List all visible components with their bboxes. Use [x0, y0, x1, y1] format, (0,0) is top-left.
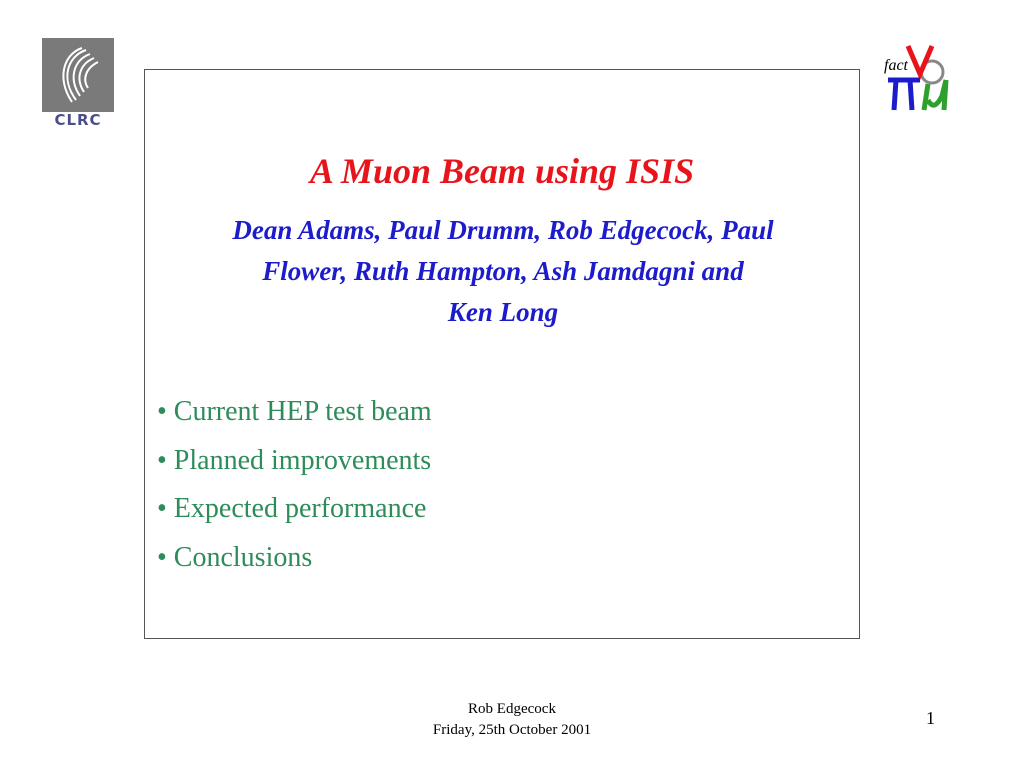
page-number: 1: [926, 708, 935, 728]
slide-footer: [0, 699, 1024, 741]
authors-line-3: Ken Long: [447, 297, 559, 327]
authors-block: [155, 210, 851, 333]
clrc-logo-text: CLRC: [54, 111, 102, 129]
footer-date: Friday, 25th October 2001: [432, 722, 592, 738]
bullet-item: • Conclusions: [157, 541, 313, 573]
clrc-logo: [42, 38, 114, 128]
slide-title: A Muon Beam using ISIS: [309, 151, 695, 191]
bullet-list: [157, 388, 432, 582]
footer-author: Rob Edgecock: [468, 701, 556, 717]
bullet-item: • Current HEP test beam: [157, 396, 432, 427]
slide-content-frame: [144, 69, 860, 639]
bullet-item: • Planned improvements: [157, 444, 432, 476]
clrc-logo-graphic: [42, 38, 114, 112]
authors-line-2: Flower, Ruth Hampton, Ash Jamdagni and: [262, 256, 744, 286]
nufact-logo-text: fact: [884, 57, 908, 74]
authors-line-1: Dean Adams, Paul Drumm, Rob Edgecock, Paul: [232, 215, 774, 245]
nufact-logo: [880, 40, 970, 118]
bullet-item: • Expected performance: [157, 493, 427, 524]
